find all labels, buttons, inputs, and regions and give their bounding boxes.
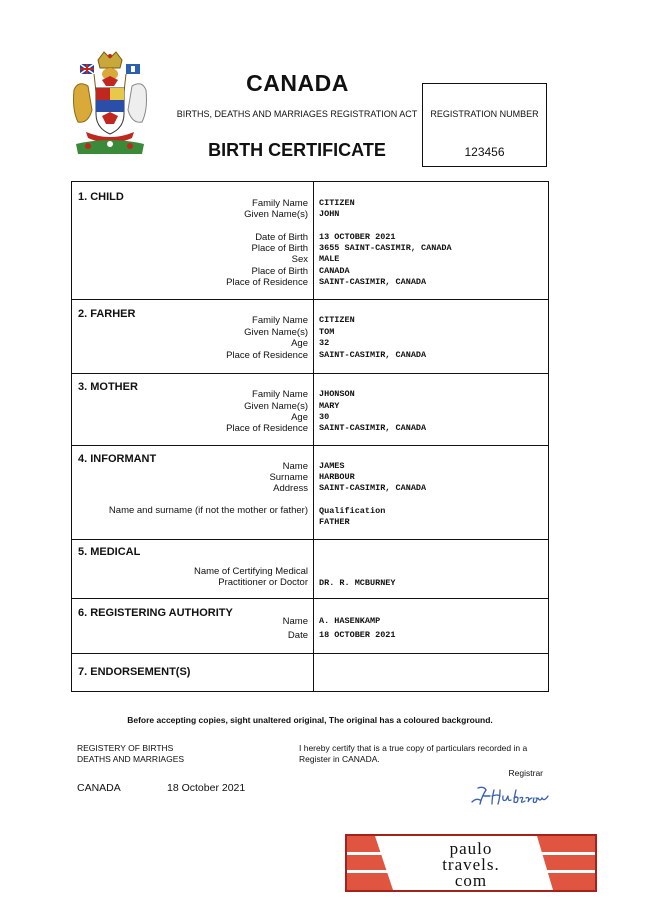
column-divider <box>313 540 314 598</box>
section-title: 2. FARHER <box>78 308 136 320</box>
registry-name <box>77 743 237 765</box>
mother-residence: SAINT-CASIMIR, CANADA <box>319 423 427 433</box>
registry-line: REGISTERY OF BIRTHS <box>77 743 174 753</box>
footer-date: 18 October 2021 <box>167 782 246 794</box>
label: Family Name <box>252 315 308 326</box>
section-father <box>72 300 548 374</box>
original-note: Before accepting copies, sight unaltered original, The original has a coloured background. <box>127 715 493 725</box>
authority-name: A. HASENKAMP <box>319 616 381 626</box>
label: Place of Birth <box>251 243 308 254</box>
section-title: 6. REGISTERING AUTHORITY <box>78 607 233 619</box>
label: Family Name <box>252 389 308 400</box>
watermark-text: com <box>454 871 488 890</box>
label: Given Name(s) <box>244 327 308 338</box>
father-given-names: TOM <box>319 327 335 337</box>
column-divider <box>313 446 314 539</box>
column-divider <box>313 374 314 445</box>
registry-line: DEATHS AND MARRIAGES <box>77 754 185 764</box>
section-title: 4. INFORMANT <box>78 453 157 465</box>
section-title: 7. ENDORSEMENT(S) <box>78 666 191 678</box>
medical-practitioner: DR. R. MCBURNEY <box>319 578 396 588</box>
watermark-logo <box>345 834 597 892</box>
certificate-title: BIRTH CERTIFICATE <box>208 140 386 160</box>
father-age: 32 <box>319 338 330 348</box>
column-divider <box>313 182 314 299</box>
label: Name <box>282 616 308 627</box>
registration-label: REGISTRATION NUMBER <box>430 109 539 119</box>
column-divider <box>313 300 314 373</box>
label: Date <box>287 630 308 641</box>
label: Place of Residence <box>226 277 308 288</box>
mother-family-name: JHONSON <box>319 389 355 399</box>
registration-box <box>422 83 547 167</box>
registrar-label: Registrar <box>508 768 543 778</box>
informant-address: SAINT-CASIMIR, CANADA <box>319 483 427 493</box>
section-title: 1. CHILD <box>78 191 124 203</box>
footer-country: CANADA <box>77 782 121 794</box>
act-subtitle: BIRTHS, DEATHS AND MARRIAGES REGISTRATION ACT <box>176 109 418 119</box>
label: Given Name(s) <box>244 209 308 220</box>
authority-date: 18 OCTOBER 2021 <box>319 630 396 640</box>
watermark-text: travels. <box>442 855 500 874</box>
label: Date of Birth <box>255 232 308 243</box>
section-endorsement <box>72 654 548 691</box>
label: Family Name <box>252 198 308 209</box>
informant-name: JAMES <box>319 461 345 471</box>
informant-surname: HARBOUR <box>319 472 355 482</box>
certify-line: I hereby certify that is a true copy of particulars recorded in a <box>299 743 528 753</box>
mother-given-names: MARY <box>319 401 340 411</box>
section-registering-authority <box>72 599 548 654</box>
label: Sex <box>291 254 308 265</box>
section-title: 5. MEDICAL <box>78 546 141 558</box>
country-title: CANADA <box>246 70 349 96</box>
registrar-signature <box>470 784 550 806</box>
section-child <box>72 182 548 300</box>
child-date-of-birth: 13 OCTOBER 2021 <box>319 232 396 242</box>
label: Place of Residence <box>226 350 308 361</box>
label: Place of Residence <box>226 423 308 434</box>
label: Name of Certifying Medical <box>193 566 308 577</box>
label: Place of Birth <box>251 266 308 277</box>
qualification-label: Qualification <box>319 506 386 516</box>
certificate-form <box>71 181 549 692</box>
section-informant <box>72 446 548 540</box>
child-place-of-birth: 3655 SAINT-CASIMIR, CANADA <box>319 243 452 253</box>
section-title: 3. MOTHER <box>78 381 138 393</box>
column-divider <box>313 654 314 691</box>
label: Age <box>291 338 308 349</box>
label: Practitioner or Doctor <box>218 577 308 588</box>
label: Address <box>273 483 308 494</box>
informant-qualification: FATHER <box>319 517 350 527</box>
child-sex: MALE <box>319 254 340 264</box>
coat-of-arms-icon <box>68 50 152 158</box>
label: Age <box>291 412 308 423</box>
father-family-name: CITIZEN <box>319 315 355 325</box>
label: Name <box>282 461 308 472</box>
mother-age: 30 <box>319 412 330 422</box>
label: Name and surname (if not the mother or father) <box>108 505 308 516</box>
child-given-names: JOHN <box>319 209 340 219</box>
watermark-text: paulo <box>449 839 493 858</box>
section-medical <box>72 540 548 599</box>
certification-statement <box>299 743 549 765</box>
child-family-name: CITIZEN <box>319 198 355 208</box>
child-residence: SAINT-CASIMIR, CANADA <box>319 277 427 287</box>
column-divider <box>313 599 314 653</box>
child-birth-country: CANADA <box>319 266 350 276</box>
certify-line: Register in CANADA. <box>299 754 380 764</box>
label: Given Name(s) <box>244 401 308 412</box>
label: Surname <box>269 472 308 483</box>
section-mother <box>72 374 548 446</box>
father-residence: SAINT-CASIMIR, CANADA <box>319 350 427 360</box>
registration-number: 123456 <box>464 145 505 159</box>
